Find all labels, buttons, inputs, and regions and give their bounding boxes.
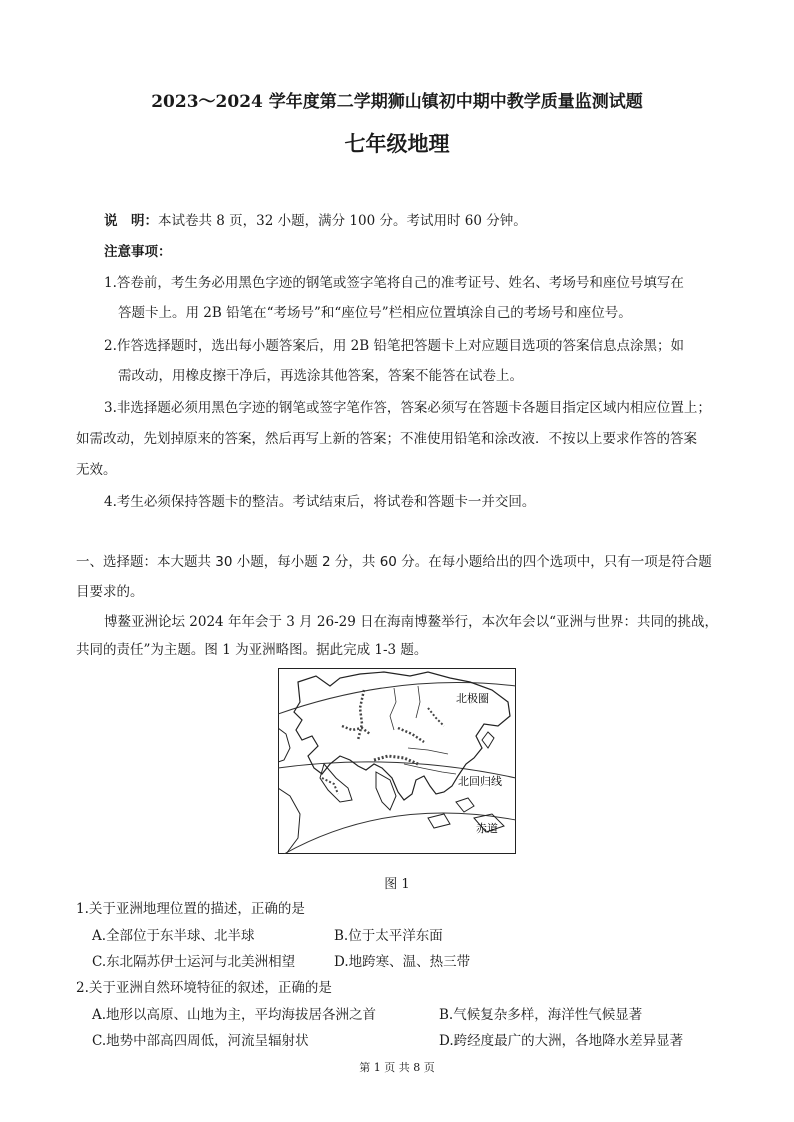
question-2-option-c: C.地势中部高四周低，河流呈辐射状	[92, 1033, 309, 1049]
question-1-option-d: D.地跨寒、温、热三带	[334, 954, 471, 970]
instruction-1b: 答题卡上。用 2B 铅笔在“考场号”和“座位号”栏相应位置填涂自己的考场号和座位号。	[118, 305, 632, 321]
label-tropic: 北回归线	[458, 775, 502, 788]
question-2-stem: 2.关于亚洲自然环境特征的叙述，正确的是	[76, 980, 332, 996]
passage-line-b: 共同的责任”为主题。图 1 为亚洲略图。据此完成 1-3 题。	[76, 642, 428, 658]
instruction-1a: 1.答卷前，考生务必用黑色字迹的钢笔或签字笔将自己的准考证号、姓名、考场号和座位号填写在	[104, 275, 684, 291]
figure-caption: 图 1	[384, 877, 410, 892]
question-2-option-b: B.气候复杂多样，海洋性气候显著	[439, 1007, 643, 1023]
question-2-option-a: A.地形以高原、山地为主，平均海拔居各洲之首	[92, 1007, 377, 1023]
question-1-stem: 1.关于亚洲地理位置的描述，正确的是	[76, 901, 305, 917]
section-heading-a: 一、选择题：本大题共 30 小题，每小题 2 分，共 60 分。在每小题给出的四个选项中，只有一项是符合题	[76, 554, 712, 570]
instruction-2b: 需改动，用橡皮擦干净后，再选涂其他答案，答案不能答在试卷上。	[118, 368, 523, 384]
page-footer: 第 1 页 共 8 页	[359, 1061, 435, 1074]
instruction-3b: 如需改动，先划掉原来的答案，然后再写上新的答案；不准使用铅笔和涂改液．不按以上要求作答的答案	[76, 431, 697, 447]
label-arctic-circle: 北极圈	[456, 692, 489, 705]
note-label: 说 明：	[104, 213, 158, 229]
asia-map	[278, 668, 516, 854]
instruction-3a: 3.非选择题必须用黑色字迹的钢笔或签字笔作答，答案必须写在答题卡各题目指定区域内相应位置上；	[104, 400, 711, 416]
label-equator: 赤道	[476, 822, 498, 835]
question-1-option-a: A.全部位于东半球、北半球	[92, 928, 255, 944]
exam-subject: 七年级地理	[344, 131, 450, 156]
question-1-option-c: C.东北隔苏伊士运河与北美洲相望	[92, 954, 296, 970]
instruction-3c: 无效。	[76, 462, 117, 478]
section-heading-b: 目要求的。	[76, 584, 144, 600]
exam-title: 2023～2024 学年度第二学期狮山镇初中期中教学质量监测试题	[151, 92, 643, 112]
instruction-2a: 2.作答选择题时，选出每小题答案后，用 2B 铅笔把答题卡上对应题目选项的答案信息点涂黑；如	[104, 338, 684, 354]
instruction-4: 4.考生必须保持答题卡的整洁。考试结束后，将试卷和答题卡一并交回。	[104, 494, 536, 510]
question-2-option-d: D.跨经度最广的大洲，各地降水差异显著	[439, 1033, 684, 1049]
question-1-option-b: B.位于太平洋东面	[334, 928, 443, 944]
note-text: 本试卷共 8 页，32 小题，满分 100 分。考试用时 60 分钟。	[158, 213, 527, 229]
attention-label: 注意事项：	[104, 244, 172, 260]
passage-line-a: 博鳌亚洲论坛 2024 年年会于 3 月 26-29 日在海南博鳌举行，本次年会以“亚洲与世界：共同的挑战，	[104, 614, 719, 630]
note-line	[104, 209, 527, 229]
